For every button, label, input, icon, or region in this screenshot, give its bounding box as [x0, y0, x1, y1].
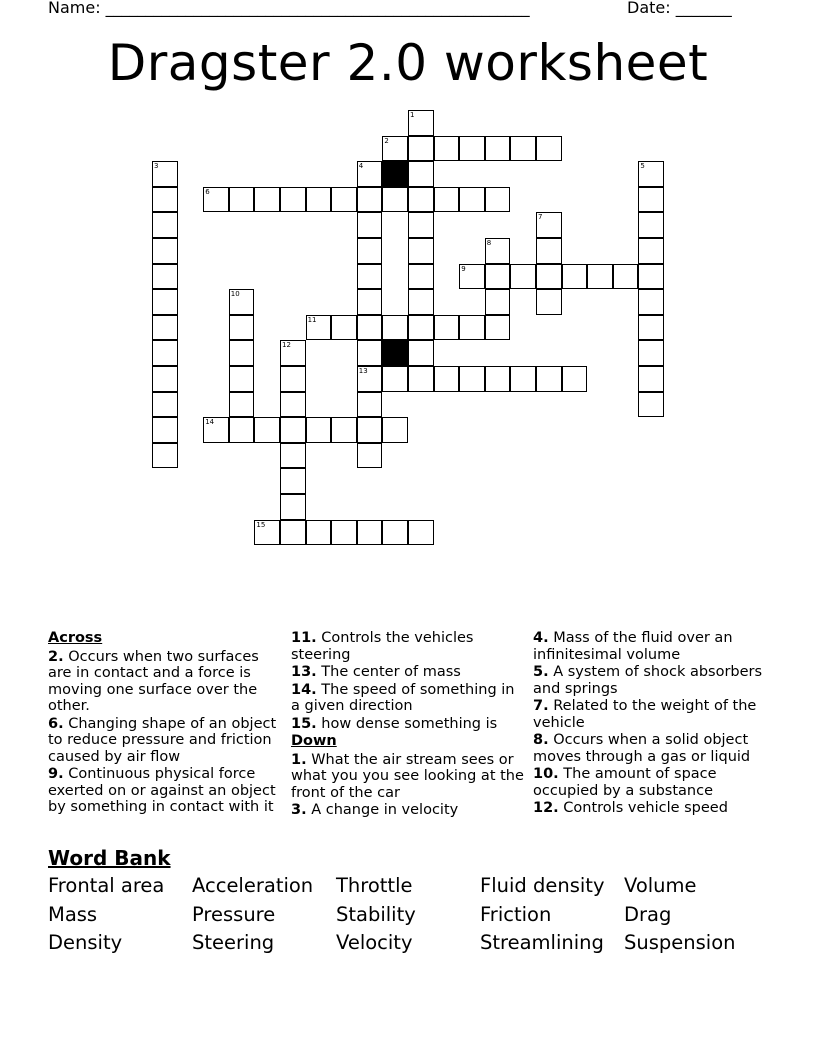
- grid-cell[interactable]: [280, 366, 306, 392]
- grid-cell[interactable]: [408, 340, 434, 366]
- grid-cell[interactable]: [382, 520, 408, 546]
- grid-cell[interactable]: [638, 238, 664, 264]
- clue-number: 7: [538, 213, 543, 222]
- grid-cell[interactable]: [280, 417, 306, 443]
- word-bank-item: Drag: [624, 903, 672, 926]
- page-title: Dragster 2.0 worksheet: [107, 34, 709, 92]
- grid-cell[interactable]: [408, 238, 434, 264]
- date-field-label[interactable]: Date: _______: [627, 0, 732, 17]
- word-bank-item: Streamlining: [480, 931, 604, 954]
- grid-cell[interactable]: [152, 264, 178, 290]
- grid-cell[interactable]: [280, 392, 306, 418]
- clue-across-6: 6. Changing shape of an object to reduce pressure and friction caused by air flow: [48, 715, 277, 765]
- grid-cell[interactable]: [536, 366, 562, 392]
- grid-cell[interactable]: [306, 187, 332, 213]
- grid-cell[interactable]: [331, 187, 357, 213]
- grid-cell[interactable]: [510, 366, 536, 392]
- grid-cell[interactable]: [536, 238, 562, 264]
- grid-cell[interactable]: [536, 289, 562, 315]
- grid-cell[interactable]: [229, 187, 255, 213]
- grid-cell[interactable]: [434, 315, 460, 341]
- grid-cell[interactable]: [638, 212, 664, 238]
- clue-across-15: 15. how dense something is: [291, 715, 498, 732]
- grid-cell[interactable]: [152, 187, 178, 213]
- grid-cell[interactable]: [638, 392, 664, 418]
- clue-down-12: 12. Controls vehicle speed: [533, 800, 728, 816]
- clue-down-3: 3. A change in velocity: [291, 802, 459, 818]
- grid-cell[interactable]: [357, 238, 383, 264]
- grid-cell[interactable]: [638, 264, 664, 290]
- word-bank-item: Pressure: [192, 903, 276, 926]
- grid-cell[interactable]: [254, 187, 280, 213]
- grid-cell[interactable]: [587, 264, 613, 290]
- word-bank-item: Stability: [336, 903, 416, 926]
- grid-cell[interactable]: [638, 187, 664, 213]
- word-bank-item: Suspension: [624, 931, 736, 954]
- word-bank-item: Friction: [480, 903, 552, 926]
- grid-cell[interactable]: [510, 264, 536, 290]
- grid-cell[interactable]: [306, 417, 332, 443]
- word-bank-item: Mass: [48, 903, 98, 926]
- grid-cell[interactable]: [382, 366, 408, 392]
- clue-across-11: 11. Controls the vehicles steering: [291, 630, 474, 663]
- clue-number: 5: [640, 162, 645, 171]
- clue-down-8: 8. Occurs when a solid object moves through a gas or liquid: [533, 732, 751, 765]
- clue-across-13: 13. The center of mass: [291, 664, 461, 680]
- grid-cell[interactable]: [613, 264, 639, 290]
- grid-cell[interactable]: [536, 136, 562, 162]
- clue-column-1: [48, 630, 280, 817]
- clue-across-14: 14. The speed of something in a given direction: [291, 681, 515, 714]
- word-bank-item: Acceleration: [192, 874, 314, 897]
- grid-cell[interactable]: [536, 264, 562, 290]
- grid-cell[interactable]: [357, 315, 383, 341]
- grid-block: [382, 340, 408, 366]
- clue-down-1: 1. What the air stream sees or what you you see looking at the front of the car: [291, 751, 524, 801]
- word-bank-item: Fluid density: [480, 874, 605, 897]
- grid-cell[interactable]: [638, 366, 664, 392]
- grid-cell[interactable]: [357, 187, 383, 213]
- grid-cell[interactable]: [408, 315, 434, 341]
- grid-cell[interactable]: [280, 187, 306, 213]
- grid-cell[interactable]: [408, 520, 434, 546]
- grid-cell[interactable]: [408, 366, 434, 392]
- clue-number: 12: [282, 341, 291, 350]
- grid-cell[interactable]: [434, 187, 460, 213]
- clue-number: 2: [384, 136, 389, 145]
- clue-number: 13: [358, 367, 368, 375]
- grid-cell[interactable]: [229, 340, 255, 366]
- clue-across-2: 2. Occurs when two surfaces are in contact and a force is moving one surface over the other.: [48, 648, 259, 714]
- down-heading: Down: [291, 733, 337, 749]
- grid-cell[interactable]: [382, 417, 408, 443]
- grid-cell[interactable]: [638, 315, 664, 341]
- grid-cell[interactable]: [434, 366, 460, 392]
- grid-cell[interactable]: [382, 187, 408, 213]
- grid-cell[interactable]: [638, 340, 664, 366]
- grid-cell[interactable]: [152, 443, 178, 469]
- grid-cell[interactable]: [408, 187, 434, 213]
- clue-number: 6: [205, 187, 210, 196]
- grid-cell[interactable]: [459, 136, 485, 162]
- grid-cell[interactable]: [331, 417, 357, 443]
- grid-cell[interactable]: [485, 315, 511, 341]
- grid-cell[interactable]: [152, 315, 178, 341]
- grid-cell[interactable]: [152, 340, 178, 366]
- grid-cell[interactable]: [357, 443, 383, 469]
- grid-cell[interactable]: [459, 315, 485, 341]
- grid-cell[interactable]: [280, 494, 306, 520]
- grid-cell[interactable]: [510, 136, 536, 162]
- grid-cell[interactable]: [331, 520, 357, 546]
- clue-number: 10: [230, 290, 240, 299]
- grid-block: [382, 161, 408, 187]
- word-bank-title: Word Bank: [48, 846, 171, 870]
- grid-cell[interactable]: [280, 443, 306, 469]
- grid-cell[interactable]: [229, 315, 255, 341]
- grid-cell[interactable]: [485, 264, 511, 290]
- grid-cell[interactable]: [152, 417, 178, 443]
- word-bank: [48, 874, 768, 964]
- grid-cell[interactable]: [408, 289, 434, 315]
- grid-cell[interactable]: [357, 212, 383, 238]
- grid-cell[interactable]: [357, 417, 383, 443]
- grid-cell[interactable]: [357, 289, 383, 315]
- name-field-label[interactable]: Name: _____________________________________________________: [48, 0, 530, 17]
- clue-number: 9: [461, 264, 466, 273]
- clue-down-5: 5. A system of shock absorbers and springs: [533, 664, 763, 697]
- across-heading: Across: [48, 630, 103, 646]
- grid-cell[interactable]: [229, 392, 255, 418]
- grid-cell[interactable]: [229, 417, 255, 443]
- grid-cell[interactable]: [408, 161, 434, 187]
- clue-number: 14: [205, 418, 215, 427]
- grid-cell[interactable]: [229, 366, 255, 392]
- grid-cell[interactable]: [485, 366, 511, 392]
- grid-cell[interactable]: [485, 289, 511, 315]
- word-bank-item: Throttle: [336, 874, 413, 897]
- grid-cell[interactable]: [254, 417, 280, 443]
- grid-cell[interactable]: [434, 136, 460, 162]
- clue-down-10: 10. The amount of space occupied by a substance: [533, 766, 717, 799]
- grid-cell[interactable]: [357, 520, 383, 546]
- grid-cell[interactable]: [485, 136, 511, 162]
- clue-down-4: 4. Mass of the fluid over an infinitesimal volume: [533, 630, 733, 663]
- clue-number: 3: [154, 162, 159, 171]
- clue-number: 11: [307, 315, 317, 324]
- grid-cell[interactable]: [152, 392, 178, 418]
- clue-number: 4: [358, 162, 364, 171]
- clue-number: 15: [256, 520, 266, 529]
- grid-cell[interactable]: [152, 238, 178, 264]
- grid-cell[interactable]: [459, 187, 485, 213]
- grid-cell[interactable]: [280, 520, 306, 546]
- grid-cell[interactable]: [280, 468, 306, 494]
- clue-down-7: 7. Related to the weight of the vehicle: [533, 698, 757, 731]
- clue-column-2: [291, 630, 525, 820]
- word-bank-item: Density: [48, 931, 123, 954]
- grid-cell[interactable]: [638, 289, 664, 315]
- grid-cell[interactable]: [357, 392, 383, 418]
- grid-cell[interactable]: [408, 264, 434, 290]
- clue-across-9: 9. Continuous physical force exerted on or against an object by something in contact with it: [48, 766, 276, 815]
- grid-cell[interactable]: [562, 366, 588, 392]
- grid-cell[interactable]: [408, 136, 434, 162]
- grid-cell[interactable]: [152, 212, 178, 238]
- grid-cell[interactable]: [459, 366, 485, 392]
- clue-number: 1: [410, 111, 415, 119]
- clue-column-3: [533, 630, 773, 818]
- grid-cell[interactable]: [562, 264, 588, 290]
- grid-cell[interactable]: [408, 212, 434, 238]
- grid-cell[interactable]: [485, 187, 511, 213]
- word-bank-item: Steering: [192, 931, 275, 954]
- grid-cell[interactable]: [152, 289, 178, 315]
- grid-cell[interactable]: [331, 315, 357, 341]
- word-bank-item: Frontal area: [48, 874, 165, 897]
- grid-cell[interactable]: [357, 340, 383, 366]
- word-bank-item: Velocity: [336, 931, 413, 954]
- grid-cell[interactable]: [382, 315, 408, 341]
- grid-cell[interactable]: [152, 366, 178, 392]
- clue-number: 8: [486, 239, 492, 247]
- word-bank-item: Volume: [624, 874, 697, 897]
- grid-cell[interactable]: [306, 520, 332, 546]
- grid-cell[interactable]: [357, 264, 383, 290]
